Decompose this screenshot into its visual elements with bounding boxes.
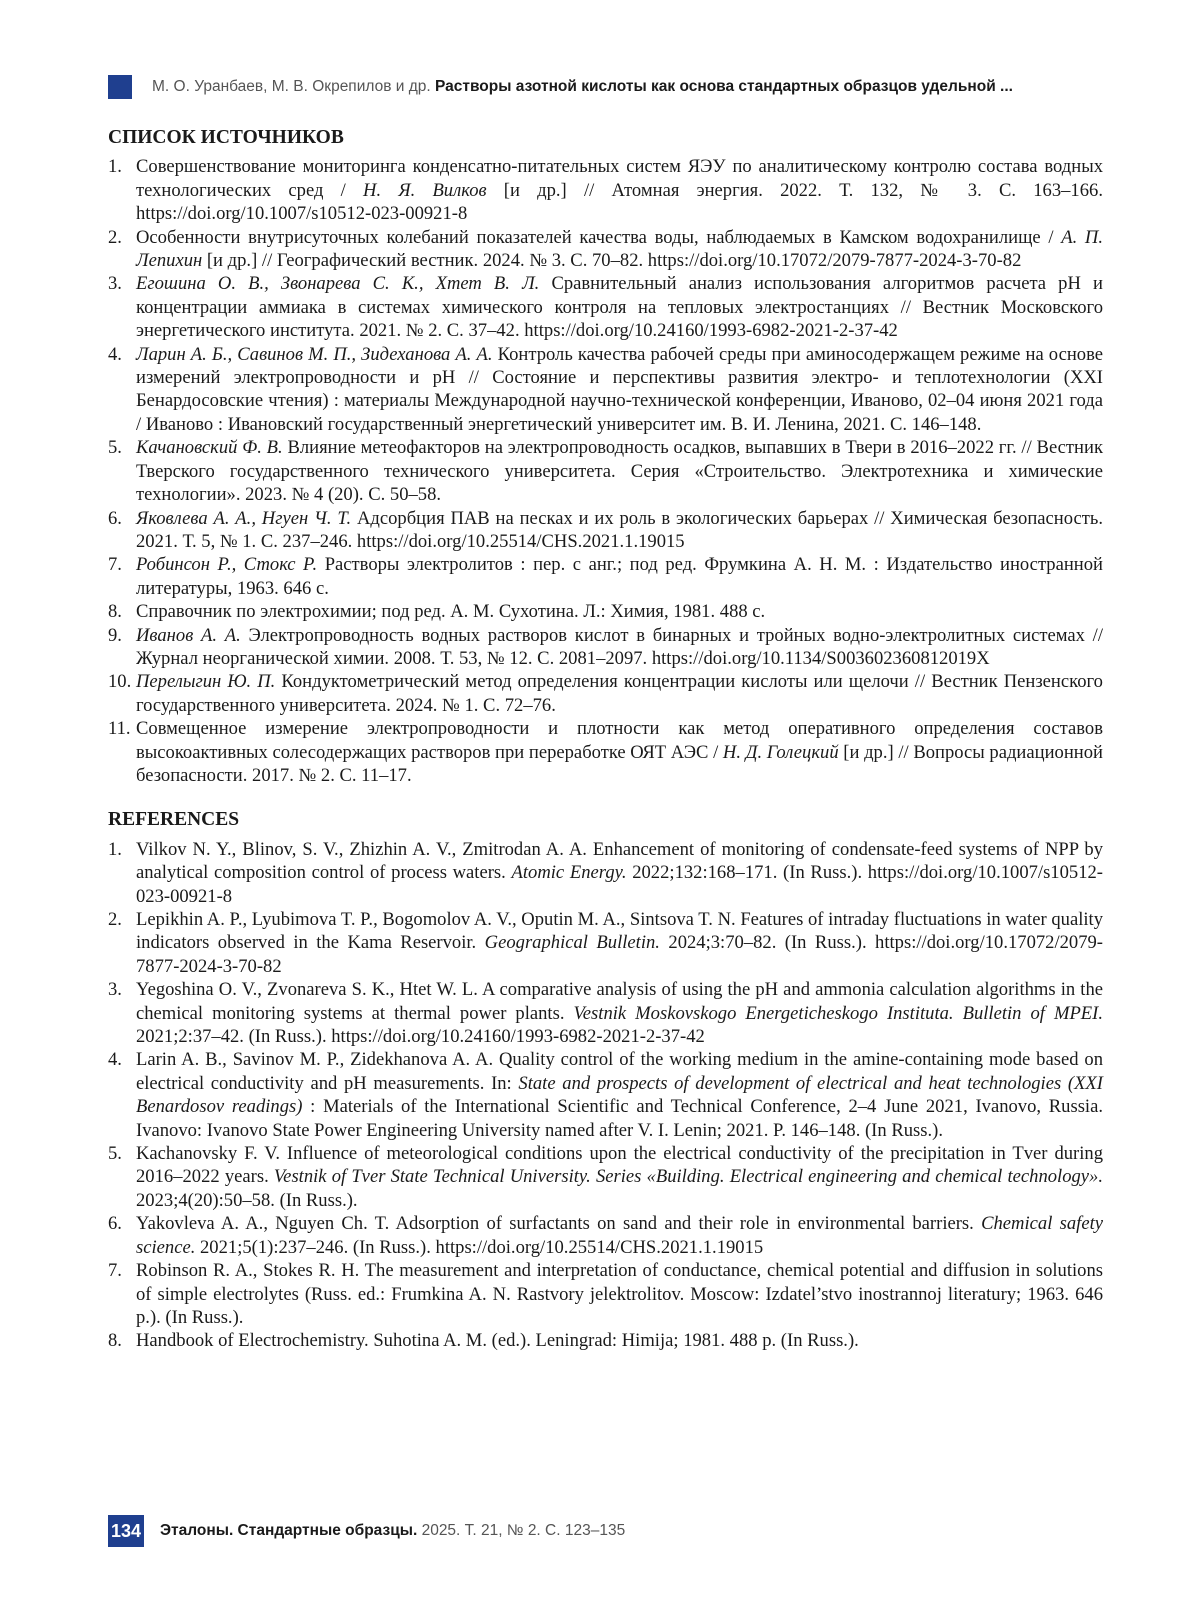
source-item-text: Совершенствование мониторинга конденсатно-питательных систем ЯЭУ по аналитическому контролю состава водных технологических сред /	[136, 156, 1103, 201]
reference-item	[108, 838, 1103, 908]
source-item-number: 11.	[108, 718, 131, 740]
source-item-number: 7.	[108, 554, 122, 576]
reference-item-text: 2023;4(20):50–58. (In Russ.).	[136, 1189, 358, 1211]
reference-item-italic: Atomic Energy.	[511, 862, 627, 884]
source-item-number: 1.	[108, 156, 122, 178]
source-item	[108, 436, 1103, 506]
source-item-text: Адсорбция ПАВ на песках и их роль в экологических барьерах // Химическая безопасность. 2021. Т. 5, № 1. С. 237–246. https://doi.org/10.25514/CHS.2021.1.19015	[136, 507, 1104, 552]
source-item-italic: Робинсон Р., Стокс Р.	[136, 554, 318, 576]
sources-heading: СПИСОК ИСТОЧНИКОВ	[108, 127, 344, 148]
source-item	[108, 272, 1103, 342]
reference-item-number: 2.	[108, 909, 122, 930]
reference-item-number: 3.	[108, 979, 122, 1001]
reference-item-text: 2021;2:37–42. (In Russ.). https://doi.org/10.24160/1993-6982-2021-2-37-42	[136, 1026, 705, 1048]
source-item	[108, 600, 1103, 623]
source-item-number: 10.	[108, 671, 132, 693]
reference-item	[108, 1142, 1103, 1212]
source-item-number: 5.	[108, 437, 122, 459]
source-item-italic: Качановский Ф. В.	[136, 437, 283, 459]
reference-item-text: Kachanovsky F. V. Influence of meteorological conditions upon the electrical conductivity of the precipitation in Tver during 2016–2022 years.	[136, 1143, 1103, 1188]
footer-issue: 2025. Т. 21, № 2. С. 123–135	[417, 1522, 626, 1539]
reference-item	[108, 1259, 1103, 1329]
source-item-number: 4.	[108, 343, 122, 365]
source-item-italic: А. П. Лепихин	[136, 226, 1104, 272]
source-item-italic: Егошина О. В., Звонарева С. К., Хтет В. Л.	[136, 273, 540, 295]
source-item-text: [и др.] // Вопросы радиационной безопасности. 2017. № 2. С. 11–17.	[136, 741, 1103, 786]
reference-item-number: 7.	[108, 1260, 122, 1282]
reference-item-italic: Chemical safety science.	[136, 1213, 1104, 1258]
reference-item-number: 8.	[108, 1330, 122, 1352]
reference-item-text: Yakovleva A. A., Nguyen Ch. T. Adsorption of surfactants on sand and their role in environmental barriers.	[136, 1213, 982, 1235]
source-item-text: Особенности внутрисуточных колебаний показателей качества воды, наблюдаемых в Камском водохранилище /	[136, 226, 1062, 248]
source-item-number: 9.	[108, 624, 122, 646]
source-item	[108, 155, 1103, 225]
source-item	[108, 670, 1103, 717]
footer-journal: Эталоны. Стандартные образцы.	[160, 1522, 418, 1539]
source-item-text: Кондуктометрический метод определения концентрации кислоты или щелочи // Вестник Пензенского государственного университета. 2024. № 1. С. 72–76.	[136, 671, 1103, 716]
source-item-number: 6.	[108, 507, 122, 529]
source-item	[108, 624, 1103, 671]
header-article-title: Растворы азотной кислоты как основа стандартных образцов удельной ...	[435, 78, 1013, 95]
source-item-number: 3.	[108, 273, 122, 295]
source-item-text: Влияние метеофакторов на электропроводность осадков, выпавших в Твери в 2016–2022 гг. // Вестник Тверского государственного технического университета. Серия «Строительство. Электротехника и химические технологии». 2023. № 4 (20). С. 50–58.	[136, 437, 1103, 506]
source-item-number: 2.	[108, 226, 122, 248]
source-item-italic: Н. Д. Голецкий	[722, 741, 839, 763]
source-item-italic: Н. Я. Вилков	[363, 179, 487, 201]
page-number: 134	[108, 1515, 144, 1547]
source-item-text: Справочник по электрохимии; под ред. А. М. Сухотина. Л.: Химия, 1981. 488 с.	[136, 601, 766, 623]
reference-item	[108, 908, 1103, 978]
reference-item-number: 5.	[108, 1143, 122, 1165]
source-item	[108, 507, 1103, 554]
source-item-text: Контроль качества рабочей среды при аминосодержащем режиме на основе измерений электропроводности и pH // Состояние и перспективы развития электро- и теплотехнологии (XXI Бенардосовские чтения) : материалы Международной научно-технической конференции, Иваново, 02–04 июня 2021 года / Иваново : Ивановский государственный энергетический университет им. В. И. Ленина, 2021. С. 146–148.	[136, 343, 1103, 435]
header-square-mark	[108, 75, 132, 99]
reference-item-text: 2022;132:168–171. (In Russ.). https://doi.org/10.1007/s10512-023-00921-8	[136, 862, 1103, 907]
page-footer	[108, 1515, 625, 1547]
references-heading: REFERENCES	[108, 809, 240, 831]
reference-item-number: 1.	[108, 838, 122, 860]
reference-item-text: 2024;3:70–82. (In Russ.). https://doi.org/10.17072/2079-7877-2024-3-70-82	[136, 932, 1104, 977]
source-item-text: [и др.] // Атомная энергия. 2022. Т. 132, № 3. С. 163–166. https://doi.org/10.1007/s10512-023-00921-8	[136, 179, 1103, 225]
reference-item-number: 6.	[108, 1213, 122, 1235]
header-text	[152, 78, 1013, 96]
reference-item	[108, 1048, 1103, 1142]
running-header	[108, 74, 1120, 100]
reference-item-italic: Vestnik of Tver State Technical University. Series «Building. Electrical engineering and chemical technology».	[273, 1166, 1103, 1188]
source-item	[108, 343, 1103, 437]
source-item-text: [и др.] // Географический вестник. 2024. № 3. С. 70–82. https://doi.org/10.17072/2079-7877-2024-3-70-82	[202, 250, 1022, 272]
source-item	[108, 717, 1103, 787]
reference-item-text: : Materials of the International Scientific and Technical Conference, 2–4 June 2021, Ivanovo, Russia. Ivanovo: Ivanovo State Power Engineering University named after V. I. Lenin; 2021. P. 146–148. (In Russ.).	[136, 1096, 1103, 1141]
source-item-text: Электропроводность водных растворов кислот в бинарных и тройных водно-электролитных системах // Журнал неорганической химии. 2008. Т. 53, № 12. С. 2081–2097. https://doi.org/10.1134/S003602360812019X	[136, 624, 1104, 669]
sources-list	[108, 155, 1103, 787]
reference-item-text: Larin A. B., Savinov M. P., Zidekhanova A. A. Quality control of the working medium in the amine-containing mode based on electrical conductivity and pH measurements. In:	[136, 1049, 1103, 1094]
footer-citation	[160, 1522, 625, 1540]
reference-item-text: Vilkov N. Y., Blinov, S. V., Zhizhin A. V., Zmitrodan A. A. Enhancement of monitoring of condensate-feed systems of NPP by analytical composition control of process waters.	[136, 838, 1103, 884]
reference-item-text: Lepikhin A. P., Lyubimova T. P., Bogomolov A. V., Oputin M. A., Sintsova T. N. Features of intraday fluctuations in water quality indicators observed in the Kama Reservoir.	[136, 909, 1103, 954]
header-authors: М. О. Уранбаев, М. В. Окрепилов и др.	[152, 78, 431, 95]
reference-item	[108, 1329, 1103, 1352]
reference-item-italic: State and prospects of development of electrical and heat technologies (XXI Benardosov readings)	[136, 1072, 1103, 1118]
source-item-text: Сравнительный анализ использования алгоритмов расчета pH и концентрации аммиака в системах химического контроля на тепловых электростанциях // Вестник Московского энергетического института. 2021. № 2. С. 37–42. https://doi.org/10.24160/1993-6982-2021-2-37-42	[136, 273, 1103, 342]
source-item-text: Совмещенное измерение электропроводности и плотности как метод оперативного определения составов высокоактивных солесодержащих растворов при переработке ОЯТ АЭС /	[136, 718, 1103, 763]
reference-item	[108, 978, 1103, 1048]
reference-item	[108, 1212, 1103, 1259]
source-item-italic: Яковлева А. А., Нгуен Ч. Т.	[136, 507, 352, 529]
source-item-number: 8.	[108, 601, 122, 623]
source-item-italic: Перелыгин Ю. П.	[136, 671, 276, 693]
source-item	[108, 553, 1103, 600]
source-item-text: Растворы электролитов : пер. с анг.; под ред. Фрумкина А. Н. М. : Издательство иностранной литературы, 1963. 646 с.	[136, 554, 1103, 599]
reference-item-number: 4.	[108, 1049, 122, 1071]
reference-item-italic: Geographical Bulletin.	[484, 932, 660, 954]
reference-lists	[108, 126, 1103, 1353]
reference-item-italic: Vestnik Moskovskogo Energeticheskogo Instituta. Bulletin of MPEI.	[573, 1002, 1103, 1024]
reference-item-text: 2021;5(1):237–246. (In Russ.). https://doi.org/10.25514/CHS.2021.1.19015	[195, 1236, 764, 1258]
references-list	[108, 838, 1103, 1353]
reference-item-text: Yegoshina O. V., Zvonareva S. K., Htet W. L. A comparative analysis of using the pH and ammonia calculation algorithms in the chemical monitoring systems at thermal power plants.	[136, 979, 1103, 1024]
reference-item-text: Handbook of Electrochemistry. Suhotina A. M. (ed.). Leningrad: Himija; 1981. 488 p. (In Russ.).	[136, 1330, 859, 1352]
reference-item-text: Robinson R. A., Stokes R. H. The measurement and interpretation of conductance, chemical potential and diffusion in solutions of simple electrolytes (Russ. ed.: Frumkina A. N. Rastvory jelektrolitov. Moscow: Izdatel’stvo inostrannoj literatury; 1963. 646 p.). (In Russ.).	[136, 1260, 1103, 1328]
source-item-italic: Ларин А. Б., Савинов М. П., Зидеханова А. А.	[136, 343, 493, 365]
source-item	[108, 226, 1103, 273]
source-item-italic: Иванов А. А.	[136, 624, 241, 646]
